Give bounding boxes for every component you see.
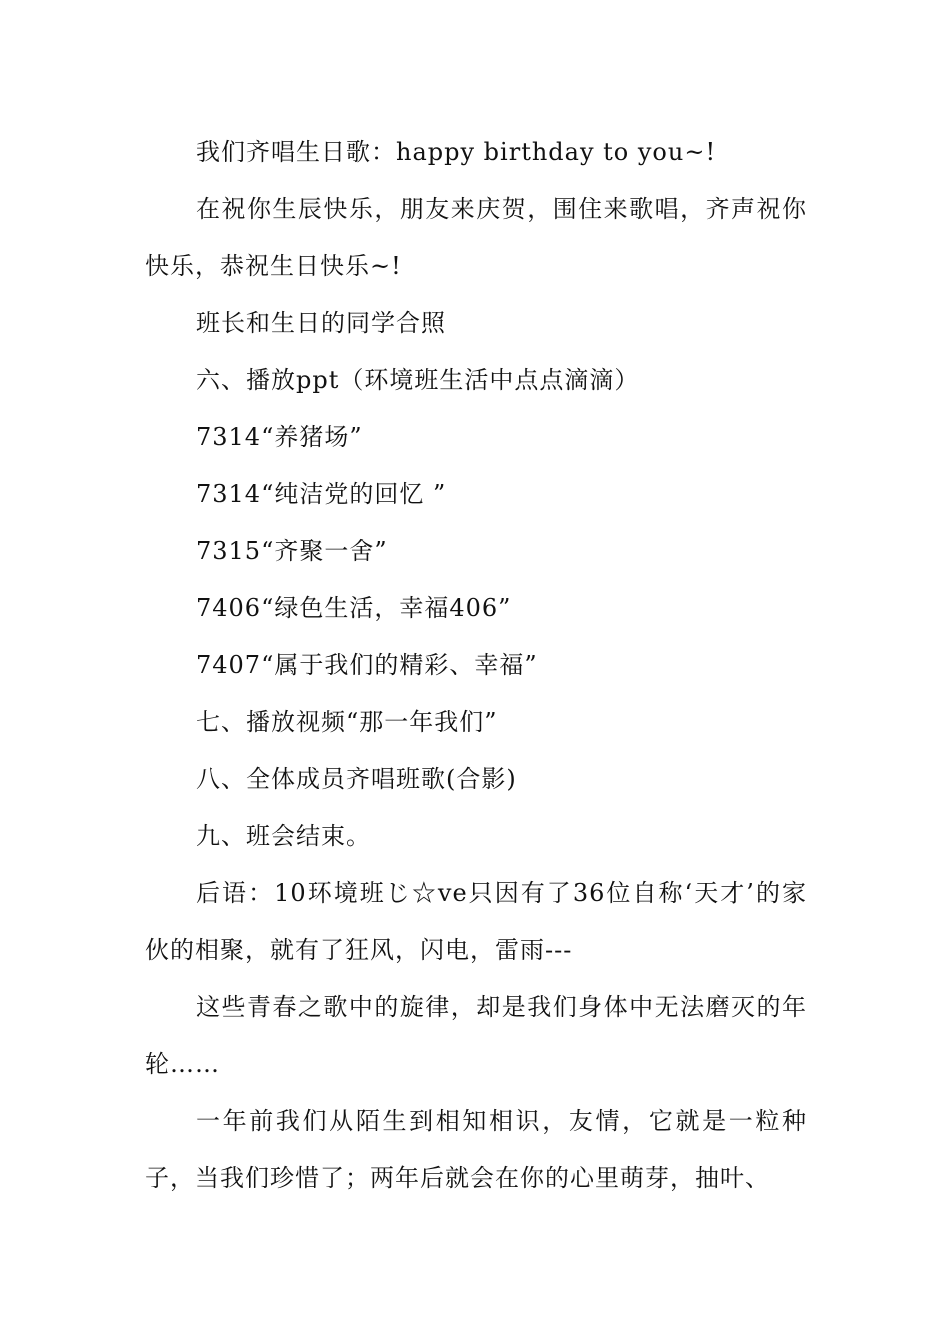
paragraph-meeting-end: 九、班会结束。	[196, 822, 371, 850]
paragraph-birthday-song: 我们齐唱生日歌：happy birthday to you~!	[196, 138, 717, 166]
paragraph-dorm-7314b: 7314“纯洁党的回忆 ”	[196, 480, 447, 508]
paragraph-class-song: 八、全体成员齐唱班歌(合影)	[196, 765, 517, 793]
paragraph-group-photo: 班长和生日的同学合照	[196, 309, 446, 337]
paragraph-friendship-seed: 一年前我们从陌生到相知相识，友情，它就是一粒种子，当我们珍惜了；两年后就会在你的心里萌芽，抽叶、	[145, 1107, 807, 1192]
paragraph-afterword: 后语：10环境班じ☆ve只因有了36位自称‘天才’的家伙的相聚，就有了狂风，闪电，雷雨---	[145, 879, 807, 964]
paragraph-dorm-7406: 7406“绿色生活，幸福406”	[196, 594, 512, 622]
paragraph-dorm-7314a: 7314“养猪场”	[196, 423, 363, 451]
paragraph-ppt: 六、播放ppt（环境班生活中点点滴滴）	[196, 366, 640, 394]
paragraph-video: 七、播放视频“那一年我们”	[196, 708, 498, 736]
paragraph-birthday-lyrics: 在祝你生辰快乐，朋友来庆贺，围住来歌唱，齐声祝你快乐，恭祝生日快乐~!	[145, 195, 807, 280]
paragraph-youth-song: 这些青春之歌中的旋律，却是我们身体中无法磨灭的年轮……	[145, 993, 807, 1078]
paragraph-dorm-7315: 7315“齐聚一舍”	[196, 537, 388, 565]
paragraph-dorm-7407: 7407“属于我们的精彩、幸福”	[196, 651, 538, 679]
